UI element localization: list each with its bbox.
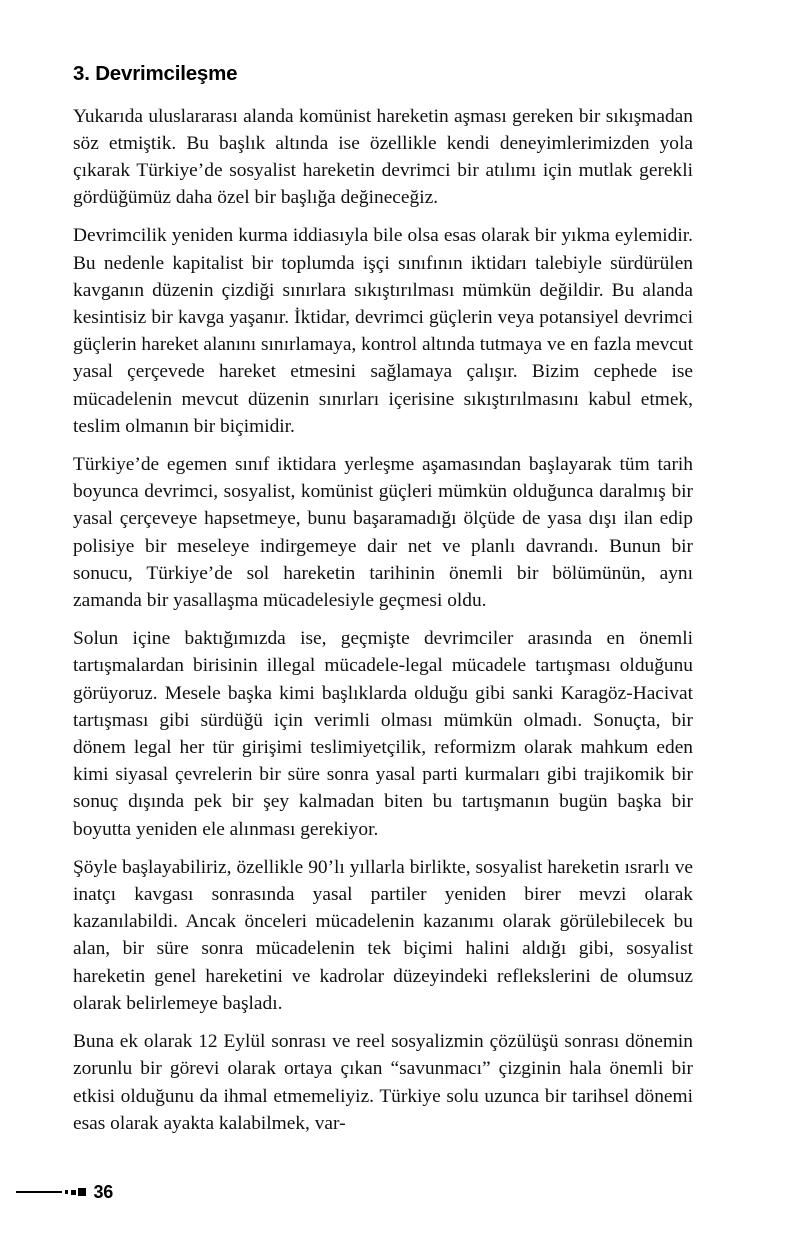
footer-rule-icon: [16, 1191, 62, 1194]
page-title: 3. Devrimcileşme: [73, 62, 238, 85]
footer-dots-icon: [65, 1188, 86, 1196]
footer-dot-medium-icon: [71, 1190, 76, 1195]
body-paragraph: Türkiye’de egemen sınıf iktidara yerleşme aşamasından başlayarak tüm tarih boyunca devrimci, sosyalist, komünist güçleri mümkün olduğunca daralmış bir yasal çerçeveye hapsetmeye, bunu başaramadığı ölçüde de yasa dışı ilan edip polisiye bir meseleye indirgemeye dair net ve planlı davrandı. Bunun bir sonucu, Türkiye’de sol hareketin tarihinin önemli bir bölümünün, aynı zamanda bir yasallaşma mücadelesiyle geçmesi oldu.: [73, 454, 693, 612]
body-paragraph: Yukarıda uluslararası alanda komünist hareketin aşması gereken bir sıkışmadan söz etmiştik. Bu başlık altında ise özellikle kendi deneyimlerimizden yola çıkarak Türkiye’de sosyalist hareketin devrimci bir atılımı için mutlak gerekli gördüğümüz daha özel bir başlığa değineceğiz.: [73, 105, 693, 209]
page-footer: [16, 1181, 113, 1203]
body-paragraph: Solun içine baktığımızda ise, geçmişte devrimciler arasında en önemli tartışmalardan birisinin illegal mücadele-legal mücadele tartışması olduğunu görüyoruz. Mesele başka kimi başlıklarda olduğu gibi sanki Karagöz-Hacivat tartışması gibi sürdüğü için verimli olması mümkün olmadı. Sonuçta, bir dönem legal her tür girişimi teslimiyetçilik, reformizm olarak mahkum eden kimi siyasal çevrelerin bir süre sonra yasal parti kurmaları gibi trajikomik bir sonuç dışında pek bir şey kalmadan biten bu tartışmanın bugün başka bir boyutta yeniden ele alınması gerekiyor.: [73, 628, 693, 840]
body-paragraph: Devrimcilik yeniden kurma iddiasıyla bile olsa esas olarak bir yıkma eylemidir. Bu nedenle kapitalist bir toplumda işçi sınıfının iktidarı talebiyle sürdürülen kavganın düzenin çizdiği sınırlara sıkıştırılması mümkün değildir. Bu alanda kesintisiz bir kavga yaşanır. İktidar, devrimci güçlerin veya potansiyel devrimci güçlerin hareket alanını sınırlamaya, kontrol altında tutmaya ve en fazla mevcut yasal çerçevede hareket etmesini sağlamaya çalışır. Bizim cephede ise mücadelenin mevcut düzenin sınırları içerisine sıkıştırılmasını kabul etmek, teslim olmanın bir biçimidir.: [73, 225, 693, 437]
footer-dot-small-icon: [65, 1190, 69, 1194]
page-content: [73, 62, 693, 1137]
body-paragraph: Şöyle başlayabiliriz, özellikle 90’lı yıllarla birlikte, sosyalist hareketin ısrarlı ve inatçı kavgası sonrasında yasal partiler yeniden birer mevzi olarak kazanılabildi. Ancak önceleri mücadelenin kazanımı olarak görülebilecek bu alan, bir süre sonra mücadelenin tek biçimi halini aldığı gibi, sosyalist hareketin genel hareketini ve kadrolar düzeyindeki reflekslerini de olumsuz olarak belirlemeye başladı.: [73, 856, 693, 1014]
body-paragraph: Buna ek olarak 12 Eylül sonrası ve reel sosyalizmin çözülüşü sonrası dönemin zorunlu bir görevi olarak ortaya çıkan “savunmacı” çizginin hala önemli bir etkisi olduğunu da ihmal etmemeliyiz. Türkiye solu uzunca bir tarihsel dönemi esas olarak ayakta kalabilmek, var-: [73, 1031, 693, 1134]
footer-dot-large-icon: [78, 1188, 86, 1196]
page-number: 36: [93, 1182, 114, 1202]
